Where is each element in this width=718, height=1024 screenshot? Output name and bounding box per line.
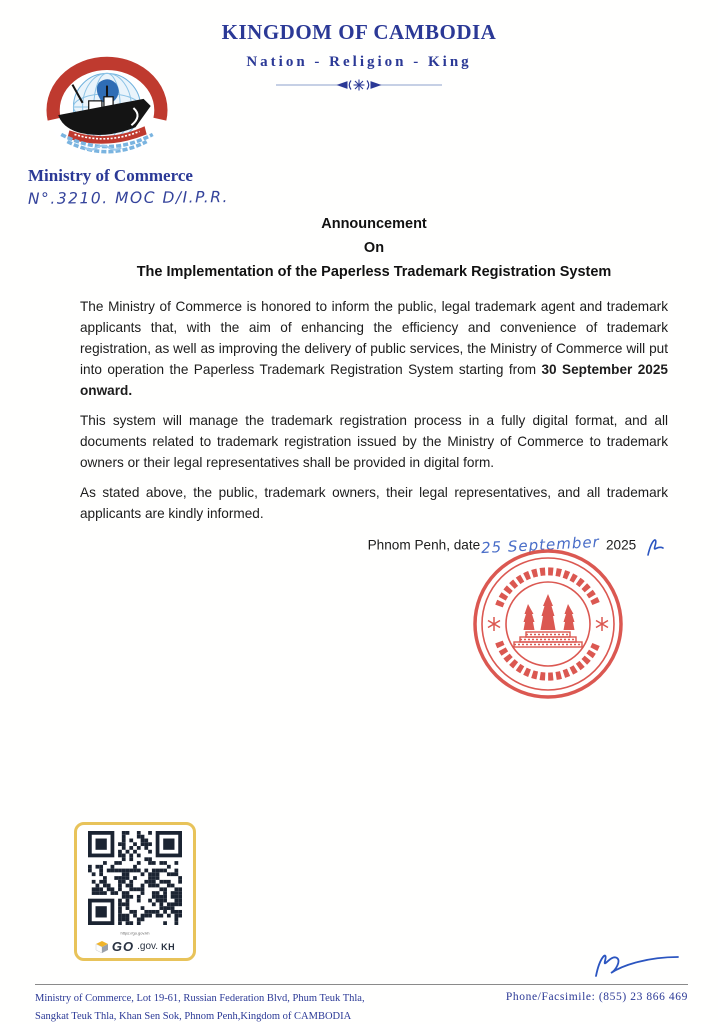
signature-scribble — [586, 944, 682, 984]
announcement-subtitle: On — [363, 240, 385, 256]
official-red-stamp — [470, 546, 626, 702]
handwritten-date: 25 September — [480, 532, 601, 557]
footer-address — [35, 990, 365, 1024]
ministry-emblem-logo — [46, 56, 168, 162]
initials-paraph-scribble — [644, 533, 666, 559]
qr-block — [74, 822, 196, 961]
paragraph-2: This system will manage the trademark registration process in a fully digital format, and all documents related to trademark registration issued by the Ministry of Commerce to trademark owners or their legal representatives shall be provided in digital form. — [80, 413, 668, 470]
logo-text-kh: KH — [161, 941, 176, 952]
dateline-year: 2025 — [605, 537, 637, 553]
logo-text-gov: .gov. — [137, 941, 159, 952]
announcement-body — [80, 212, 668, 559]
go-gov-kh-logo — [82, 939, 188, 954]
qr-code — [88, 831, 182, 925]
logo-text-go: GO — [111, 939, 135, 954]
dateline-prefix: Phnom Penh, date — [367, 537, 481, 553]
kingdom-title: KINGDOM OF CAMBODIA — [221, 20, 497, 44]
national-motto: Nation - Religion - King — [246, 54, 472, 70]
footer — [35, 990, 688, 1024]
paragraph-1-text: The Ministry of Commerce is honored to inform the public, legal trademark agent and trademark applicants that, with the aim of enhancing the efficiency and convenience of trademark registration, as well as improving the delivery of public services, the Ministry of Commerce will put into operation the Paperless Trademark Registration System starting from — [80, 299, 668, 377]
footer-divider — [35, 984, 688, 985]
footer-address-line1: Ministry of Commerce, Lot 19-61, Russian Federation Blvd, Phum Teuk Thla, — [35, 993, 365, 1004]
cube-icon — [95, 940, 109, 954]
paragraph-3: As stated above, the public, trademark owners, their legal representatives, and all trademark applicants are kindly informed. — [80, 485, 668, 521]
paragraph-1 — [80, 296, 668, 401]
announcement-subject: The Implementation of the Paperless Trademark Registration System — [136, 264, 612, 280]
paragraph-1-bold-date: 30 September 2025 onward. — [80, 362, 668, 398]
footer-phone: Phone/Facsimile: (855) 23 866 469 — [505, 991, 688, 1003]
ministry-name: Ministry of Commerce — [28, 166, 193, 185]
reference-number-handwritten: N°.3210. MOC D/I.P.R. — [27, 188, 229, 208]
footer-address-line2: Sangkat Teuk Thla, Khan Sen Sok, Phnom Penh,Kingdom of CAMBODIA — [35, 1011, 352, 1022]
divider-ornament-icon — [274, 79, 444, 91]
announcement-title-block — [80, 212, 668, 284]
qr-caption: https://go.gov.kh — [120, 931, 150, 936]
announcement-title: Announcement — [321, 216, 427, 232]
